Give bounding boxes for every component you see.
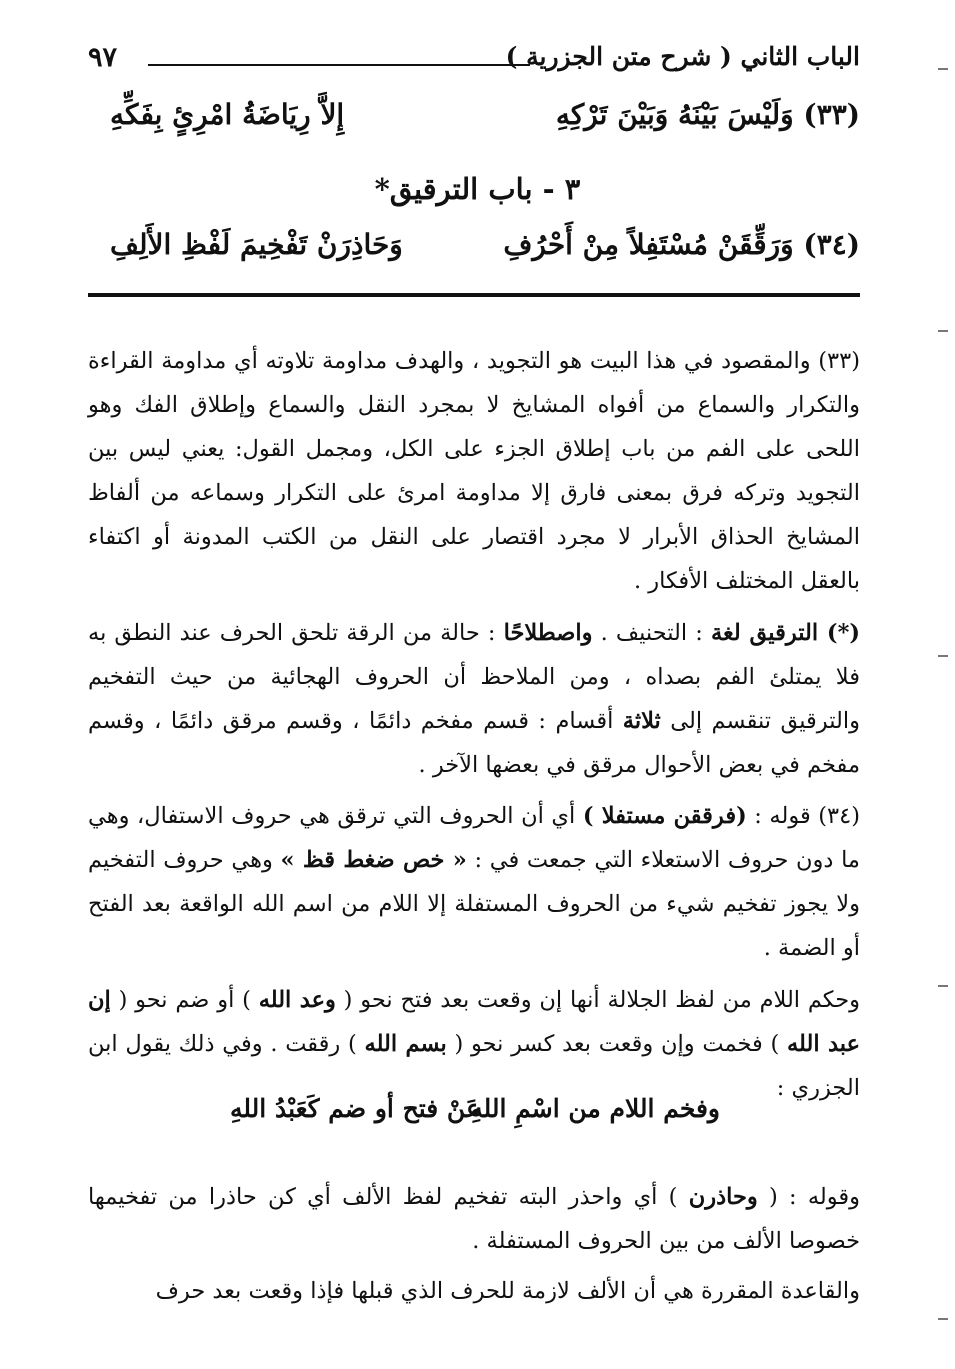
text-run: وحكم اللام من لفظ الجلالة أنها إن وقعت بعد فتح نحو (: [335, 986, 861, 1013]
verse-33-first-hemistich: (٣٣) وَلَيْسَ بَيْنَهُ وَبَيْنَ تَرْكِهِ: [555, 98, 860, 131]
main-divider: [88, 293, 860, 297]
commentary-paragraph-33: (٣٣) والمقصود في هذا البيت هو التجويد ، والهدف مداومة تلاوته أي مداومة القراءة والتكرار والسماع من أفواه المشايخ لا بمجرد النقل والسماع وإطلاق الفك وهو اللحى على الفم من باب إطلاق الجزء على الكل، ومجمل القول: يعني ليس بين التجويد وتركه فرق بمعنى فارق إلا مداومة امرئ على التكرار وسماعه من ألفاظ المشايخ الحذاق الأبرار لا مجرد اقتصار على النقل من الكتب المدونة أو اكتفاء بالعقل المختلف الأفكار .: [88, 347, 860, 594]
quoted-verse-first-hemistich: وفخم اللام من اسْمِ اللهِ: [470, 1094, 720, 1123]
scan-margin-mark: [938, 330, 948, 332]
verse-34: [110, 228, 860, 278]
scan-margin-mark: [938, 985, 948, 987]
quoted-verse-second-hemistich: عَنْ فتح أو ضم كَعَبْدُ اللهِ: [230, 1094, 481, 1123]
term-bold: واصطلاحًا: [503, 619, 593, 646]
example-bold: إن عبد الله: [88, 986, 860, 1057]
verse-33: [110, 98, 860, 148]
page-number: ٩٧: [88, 42, 118, 73]
quote-bold: (فرققن مستفلا ): [582, 802, 747, 829]
scan-margin-mark: [938, 1318, 948, 1320]
lam-rule-paragraph: [88, 978, 860, 1110]
scan-margin-mark: [938, 655, 948, 657]
header-rule: [148, 64, 530, 66]
text-run: ) فخمت وإن وقعت بعد كسر نحو (: [446, 1030, 787, 1057]
footnote-tarqeeq: [88, 611, 860, 787]
text-run: (٣٤) قوله :: [746, 802, 860, 829]
alif-rule-paragraph: والقاعدة المقررة هي أن الألف لازمة للحرف الذي قبلها فإذا وقعت بعد حرف: [155, 1277, 860, 1304]
text-run: ) أو ضم نحو (: [110, 986, 259, 1013]
quote-bold: « خص ضغط قظ »: [280, 846, 467, 873]
term-bold: ثلاثة: [622, 707, 661, 734]
verse-34-second-hemistich: وَحَاذِرَنْ تَفْخِيمَ لَفْظِ الأَلِفِ: [110, 228, 403, 261]
chapter-heading: ٣ - باب الترقيق*: [374, 172, 581, 206]
text-run: وهي حروف التفخيم ولا يجوز تفخيم شيء من الحروف المستفلة إلا اللام من اسم الله الواقعة بعد الفتح أو الضمة .: [88, 846, 860, 961]
text-run: وقوله : (: [757, 1183, 860, 1210]
verse-34-first-hemistich: (٣٤) وَرَقِّقَنْ مُسْتَفِلاً مِنْ أَحْرُفِ: [503, 228, 860, 261]
scan-margin-mark: [938, 68, 948, 70]
commentary-paragraph-34: [88, 794, 860, 970]
running-title: الباب الثاني ( شرح متن الجزرية ): [505, 42, 860, 71]
text-run: : التحنيف .: [592, 619, 711, 646]
text-run: ) رققت . وفي ذلك يقول ابن الجزري :: [88, 1030, 860, 1101]
text-run: أقسام : قسم مفخم دائمًا ، وقسم مرقق دائمًا ، وقسم مفخم في بعض الأحوال مرقق في بعضها الآخر .: [88, 707, 860, 778]
example-bold: بسم الله: [364, 1030, 447, 1057]
page-header: [80, 38, 860, 82]
text-run: أي أن الحروف التي ترقق هي حروف الاستفال، وهي ما دون حروف الاستعلاء التي جمعت في :: [88, 802, 860, 873]
text-run: : حالة من الرقة تلحق الحرف عند النطق به فلا يمتلئ الفم بصداه ، ومن الملاحظ أن الحروف الهجائية من حيث التفخيم والترقيق تنقسم إلى: [88, 619, 860, 734]
term-bold: (*) الترقيق لغة: [710, 619, 860, 646]
example-bold: وعد الله: [258, 986, 336, 1013]
verse-33-second-hemistich: إِلاَّ رِيَاضَةُ امْرِئٍ بِفَكِّهِ: [110, 98, 345, 131]
quote-bold: وحاذرن: [688, 1183, 758, 1210]
text-run: ) أي واحذر البته تفخيم لفظ الألف أي كن حاذرا من تفخيمها خصوصا الألف من بين الحروف المستفلة .: [88, 1183, 860, 1254]
quoted-verse: [0, 1094, 955, 1140]
hadhiran-paragraph: [88, 1175, 860, 1263]
